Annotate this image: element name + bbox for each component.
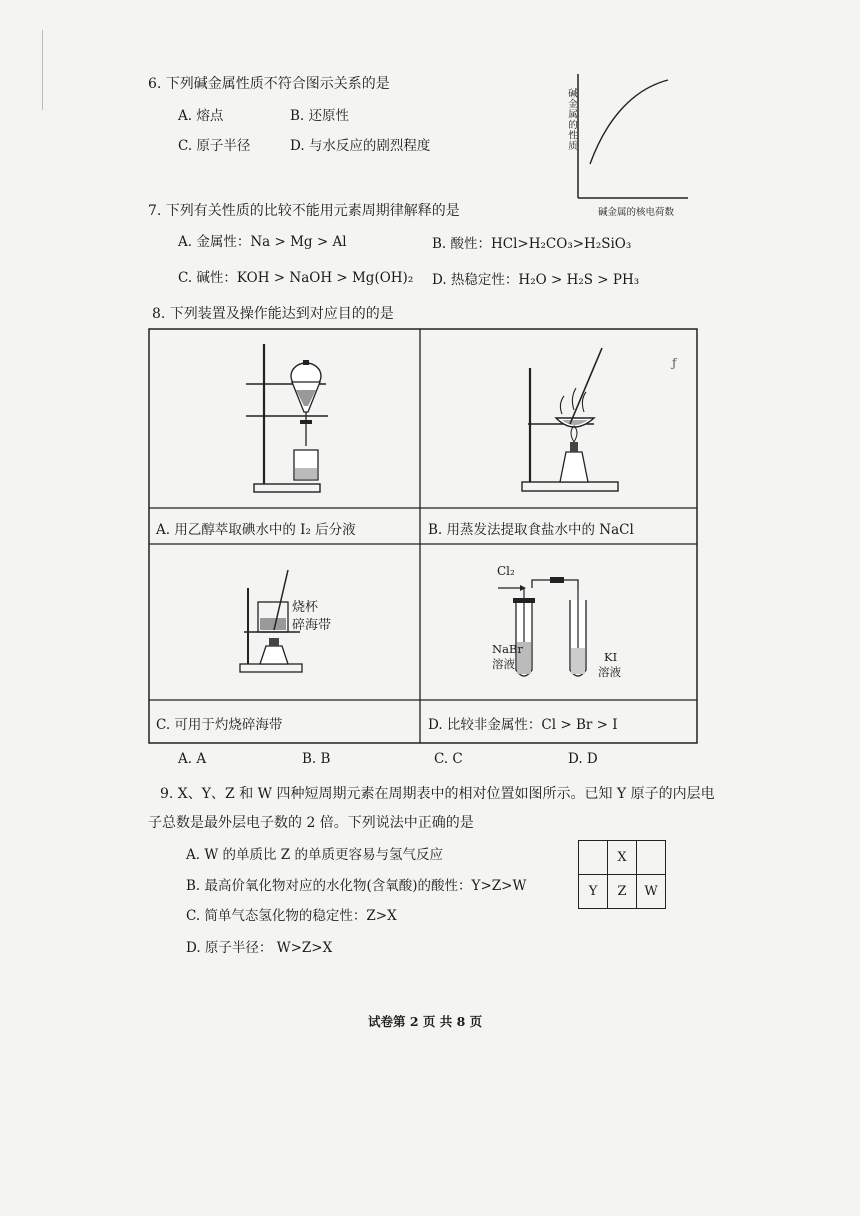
q6-option-d: D. 与水反应的剧烈程度 bbox=[290, 138, 431, 154]
q6-option-c: C. 原子半径 bbox=[178, 138, 251, 154]
q6-graph-curve bbox=[590, 80, 668, 164]
apparatus-b-evaporation bbox=[520, 344, 630, 496]
q7-option-c: C. 碱性：KOH > NaOH > Mg(OH)₂ bbox=[178, 270, 414, 286]
q9-periodic-table-fragment bbox=[578, 840, 666, 909]
q9-option-b: B. 最高价氧化物对应的水化物(含氧酸)的酸性：Y>Z>W bbox=[186, 878, 527, 894]
q9-option-d: D. 原子半径： W>Z>X bbox=[186, 940, 333, 956]
q6-option-a: A. 熔点 bbox=[178, 108, 224, 124]
q8-caption-b: B. 用蒸发法提取食盐水中的 NaCl bbox=[428, 522, 634, 538]
q8-caption-d: D. 比较非金属性：Cl > Br > I bbox=[428, 717, 618, 733]
q8-stem: 8. 下列装置及操作能达到对应目的的是 bbox=[152, 306, 394, 322]
ptable-cell-x: X bbox=[608, 841, 637, 875]
q6-graph-ylabel: 碱金属的性质 bbox=[566, 88, 577, 151]
label-nabr-solution: 溶液 bbox=[492, 657, 515, 671]
label-nabr: NaBr bbox=[492, 642, 523, 656]
label-cl2: Cl₂ bbox=[497, 564, 515, 578]
q6-option-b: B. 还原性 bbox=[290, 108, 350, 124]
ptable-cell-y: Y bbox=[579, 875, 608, 909]
q8-caption-c: C. 可用于灼烧碎海带 bbox=[156, 717, 283, 733]
q8-answer-b: B. B bbox=[302, 751, 331, 767]
q8-answer-d: D. D bbox=[568, 751, 598, 767]
ptable-cell-empty bbox=[637, 841, 666, 875]
ptable-cell-z: Z bbox=[608, 875, 637, 909]
q9-stem-line2: 子总数是最外层电子数的 2 倍。下列说法中正确的是 bbox=[148, 815, 474, 831]
q6-stem: 6. 下列碱金属性质不符合图示关系的是 bbox=[148, 76, 390, 92]
label-ki-solution: 溶液 bbox=[598, 665, 621, 679]
q6-graph bbox=[560, 68, 690, 218]
apparatus-a-separatory-funnel bbox=[236, 340, 336, 496]
q7-stem: 7. 下列有关性质的比较不能用元素周期律解释的是 bbox=[148, 203, 460, 219]
q9-stem-line1: 9. X、Y、Z 和 W 四种短周期元素在周期表中的相对位置如图所示。已知 Y 原子的内层电 bbox=[160, 786, 715, 802]
q6-graph-xlabel: 碱金属的核电荷数 bbox=[598, 207, 675, 218]
q9-option-a: A. W 的单质比 Z 的单质更容易与氢气反应 bbox=[186, 847, 443, 863]
q8-caption-a: A. 用乙醇萃取碘水中的 I₂ 后分液 bbox=[156, 522, 356, 538]
ptable-cell-w: W bbox=[637, 875, 666, 909]
q7-option-a: A. 金属性：Na > Mg > Al bbox=[178, 234, 347, 250]
q7-option-d: D. 热稳定性：H₂O > H₂S > PH₃ bbox=[432, 272, 640, 288]
q7-option-b: B. 酸性：HCl>H₂CO₃>H₂SiO₃ bbox=[432, 236, 632, 252]
ptable-cell-empty bbox=[579, 841, 608, 875]
label-beaker: 烧杯 bbox=[292, 600, 319, 615]
page-footer: 试卷第 2 页 共 8 页 bbox=[368, 1014, 483, 1029]
q8-answer-a: A. A bbox=[178, 751, 207, 767]
stray-mark: ƒ bbox=[672, 356, 677, 370]
scan-artifact-line bbox=[42, 30, 43, 110]
label-ki: KI bbox=[604, 650, 618, 664]
label-seaweed: 碎海带 bbox=[292, 618, 332, 633]
q8-answer-c: C. C bbox=[434, 751, 463, 767]
q9-option-c: C. 简单气态氢化物的稳定性：Z>X bbox=[186, 908, 397, 924]
